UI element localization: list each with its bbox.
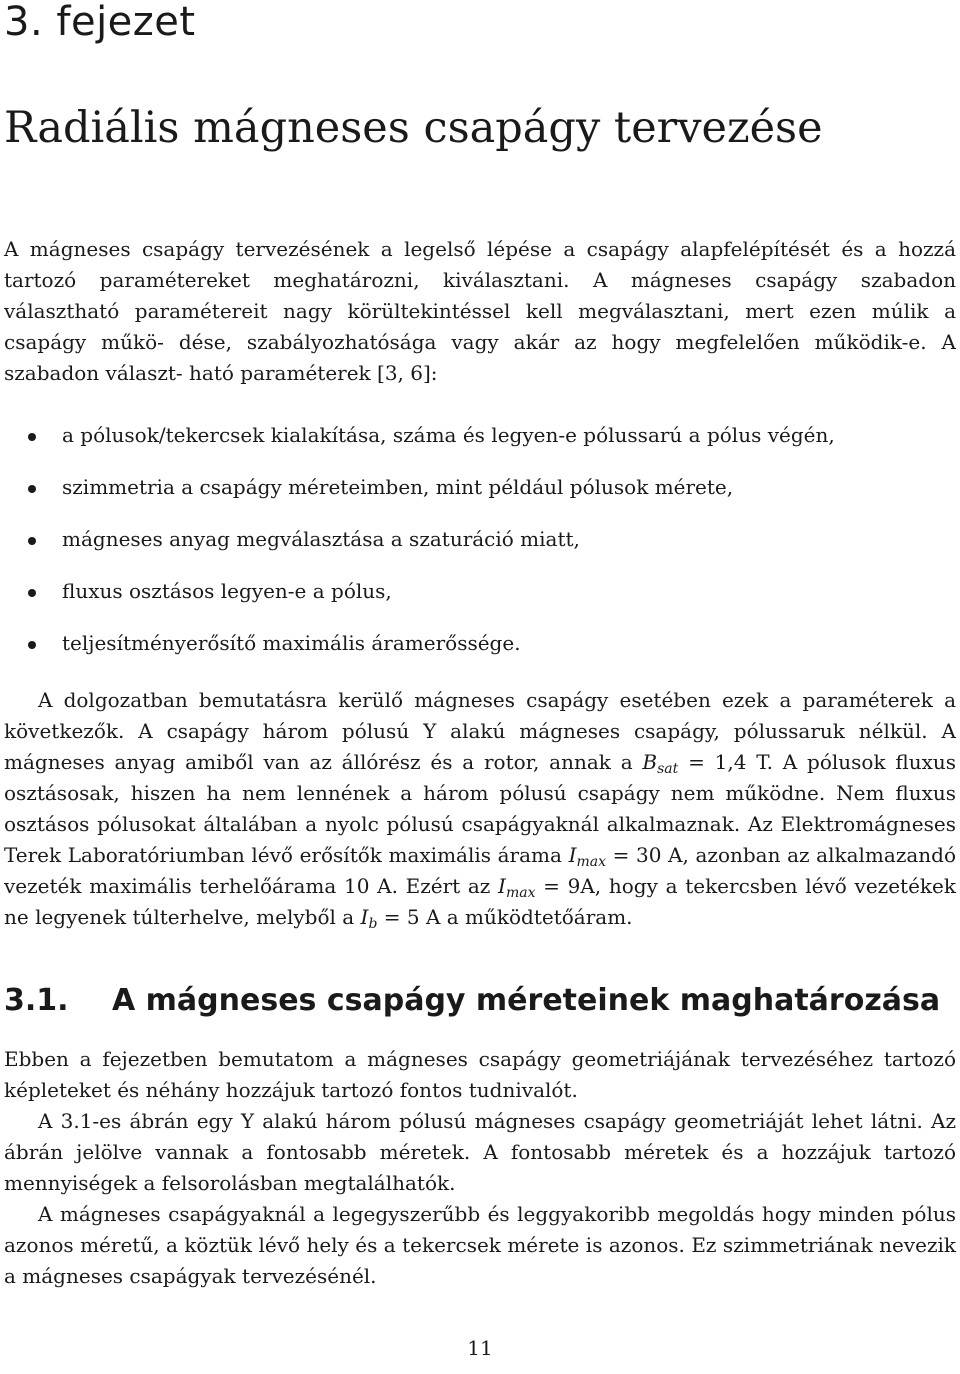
parameters-text-3: = 30 A, azonban az alkalmazandó vezeték maximális terhelőárama 10 A. Ezért az [4,843,957,898]
parameters-paragraph [4,685,956,933]
i-symbol: I [568,843,577,867]
list-item-text: a pólusok/tekercsek kialakítása, száma és legyen-e pólussarú a pólus végén, [62,423,835,447]
b-symbol: B [642,750,658,774]
section-number: 3.1. [4,983,69,1018]
section-paragraph: A 3.1-es ábrán egy Y alakú három pólusú mágneses csapágy geometriáját lehet látni. Az ábrán jelölve vannak a fontosabb méretek. A fontosabb méretek és a hozzájuk tartozó mennyiségek a felsorolásban megtalálhatók. [4,1109,956,1195]
b-sat-symbol [642,750,679,777]
bullet-icon [28,485,36,493]
bullet-icon [28,433,36,441]
i-subscript: max [576,854,606,870]
bullet-icon [28,537,36,545]
section-paragraph: A mágneses csapágyaknál a legegyszerűbb és leggyakoribb megoldás hogy minden pólus azonos méretű, a köztük lévő hely és a tekercsek mérete is azonos. Ez szimmetriának nevezik a mágneses csapágyak tervezésénél. [4,1202,956,1288]
parameters-paragraph-block [4,685,956,933]
parameter-list [4,420,956,680]
list-item [4,420,956,472]
list-item [4,576,956,628]
list-item [4,628,956,680]
parameters-text-5: = 5 A a működtetőáram. [377,905,633,929]
intro-paragraph-block [4,234,956,389]
i-max-symbol [568,843,606,870]
page-number: 11 [467,1336,493,1360]
list-item-text: teljesítményerősítő maximális áramerőssége. [62,631,521,655]
i-b-symbol [360,905,378,932]
ib-subscript: b [368,916,378,932]
section-body [4,1044,956,1292]
i-symbol-2: I [498,874,506,898]
ib-symbol: I [360,905,369,929]
section-title: A mágneses csapágy méreteinek maghatározása [112,983,941,1018]
parameters-text-2: = 1,4 T. A pólusok fluxus osztásosak, hiszen ha nem lennének a három pólusú csapágy nem működne. Nem fluxus osztásos pólusokat általában a nyolc pólusú csapágyaknál alkalmaznak. Az Elektromágneses Terek Laboratóriumban lévő erősítők maximális árama [4,750,956,867]
chapter-label: 3. fejezet [4,0,196,45]
parameters-text-4: = 9A, hogy a tekercsben lévő vezetékek ne legyenek túlterhelve, melyből a [4,874,956,929]
intro-paragraph: A mágneses csapágy tervezésének a legelső lépése a csapágy alapfelépítését és a hozzá tartozó paramétereket meghatározni, kiválasztani. A mágneses csapágy szabadon választható paramétereit nagy körültekintéssel kell megválasztani, mert ezen múlik a csapágy műkö- dése, szabályozhatósága vagy akár az hogy megfelelően működik-e. A szabadon választ- ható paraméterek [3, 6]: [4,237,956,385]
list-item-text: fluxus osztásos legyen-e a pólus, [62,579,392,603]
i-max-symbol-2 [498,874,536,901]
list-item-text: szimmetria a csapágy méreteimben, mint például pólusok mérete, [62,475,734,499]
i-subscript-2: max [505,885,536,901]
list-item [4,524,956,576]
list-item-text: mágneses anyag megválasztása a szaturáció miatt, [62,527,580,551]
bullet-icon [28,589,36,597]
parameters-text-1: A dolgozatban bemutatásra kerülő mágneses csapágy esetében ezek a paraméterek a következők. A csapágy három pólusú Y alakú mágneses csapágy, pólussaruk nélkül. A mágneses anyag amiből van az állórész és a rotor, annak a [4,688,956,774]
bullet-icon [28,641,36,649]
b-subscript: sat [657,761,679,777]
list-item [4,472,956,524]
chapter-title: Radiális mágneses csapágy tervezése [4,103,823,153]
section-paragraph: Ebben a fejezetben bemutatom a mágneses csapágy geometriájának tervezéséhez tartozó képleteket és néhány hozzájuk tartozó fontos tudnivalót. [4,1047,956,1102]
